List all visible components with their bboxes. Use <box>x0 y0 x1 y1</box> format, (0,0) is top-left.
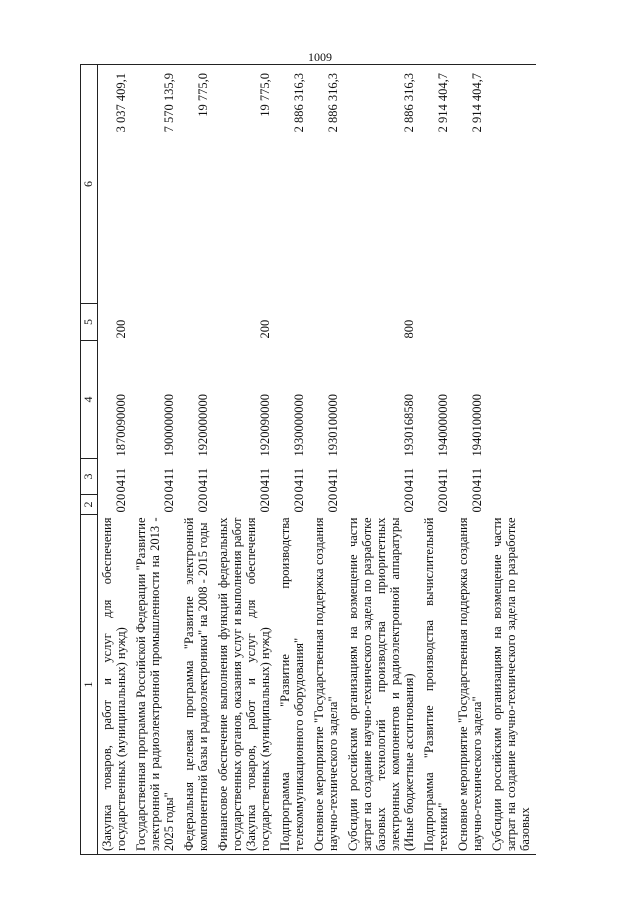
row-name: Государственная программа Российской Федерации "Развитие электронной и радиоэлектронной промышленности на 2013 - 2025 годы" <box>132 515 180 855</box>
row-rz: 0411 <box>114 467 128 493</box>
row-cs <box>488 341 536 459</box>
row-sum: 19 775,0 <box>214 65 276 304</box>
row-vr <box>488 304 536 341</box>
table-row <box>420 65 454 855</box>
table-row <box>310 65 344 855</box>
row-gr: 020 <box>258 493 272 513</box>
row-rz: 0411 <box>258 467 272 493</box>
row-rz: 0411 <box>436 467 450 493</box>
row-cs: 1920090000 <box>258 394 272 457</box>
row-sum: 7 570 135,9 <box>132 65 180 304</box>
table-row <box>180 65 214 855</box>
row-vr <box>132 304 180 341</box>
row-vr: 800 <box>402 319 416 339</box>
row-rz: 0411 <box>196 467 210 493</box>
row-name: Подпрограмма "Развитие производства телекоммуникационного оборудования" <box>276 515 310 855</box>
table-row <box>132 65 180 855</box>
row-cs: 1920000000 <box>196 394 210 457</box>
row-name: Федеральная целевая программа "Развитие электронной компонентной базы и радиоэлектроники" на 2008 - 2015 годы <box>180 515 214 855</box>
row-cs: 1870090000 <box>114 394 128 457</box>
row-vr <box>310 304 344 341</box>
row-gr: 020 <box>196 493 210 513</box>
table-row <box>488 65 536 855</box>
row-name: Подпрограмма "Развитие производства вычислительной техники" <box>420 515 454 855</box>
table-row <box>98 65 133 855</box>
row-sum: 3 037 409,1 <box>98 65 133 304</box>
row-vr <box>454 304 488 341</box>
table-row <box>214 65 276 855</box>
row-rz: 0411 <box>162 467 176 493</box>
header-col-2: 2 <box>81 495 98 515</box>
header-col-1: 1 <box>81 515 98 855</box>
row-gr: 020 <box>162 493 176 513</box>
table-row <box>344 65 420 855</box>
row-gr <box>488 495 536 515</box>
row-sum: 2 886 316,3 <box>344 65 420 304</box>
header-row <box>81 65 98 855</box>
row-rz: 0411 <box>470 467 484 493</box>
row-name: Основное мероприятие "Государственная поддержка создания научно-технического задела" <box>310 515 344 855</box>
row-rz: 0411 <box>326 467 340 493</box>
row-cs: 1930000000 <box>292 394 306 457</box>
budget-table-container <box>80 65 640 855</box>
row-sum: 2 914 404,7 <box>454 65 488 304</box>
row-name: Субсидии российским организациям на возмещение части затрат на создание научно-технического задела по разработке базовых технологий производства приоритетных электронных компонентов и радиоэлектронной аппаратуры (Иные бюджетные ассигнования) <box>344 515 420 855</box>
row-name: Основное мероприятие "Государственная поддержка создания научно-технического задела" <box>454 515 488 855</box>
header-col-4: 4 <box>81 341 98 459</box>
row-vr: 200 <box>114 319 128 339</box>
row-rz: 0411 <box>292 467 306 493</box>
table-row <box>276 65 310 855</box>
row-gr: 020 <box>436 493 450 513</box>
row-name: Финансовое обеспечение выполнения функций федеральных государственных органов, оказания услуг и выполнения работ (Закупка товаров, работ и услуг для обеспечения государственных (муниципальных) нужд) <box>214 515 276 855</box>
page-number: 1009 <box>308 50 332 64</box>
row-cs: 1930100000 <box>326 394 340 457</box>
header-col-5: 5 <box>81 304 98 341</box>
row-sum: 19 775,0 <box>180 65 214 304</box>
header-col-3: 3 <box>81 459 98 495</box>
row-cs: 1940000000 <box>436 394 450 457</box>
row-sum: 2 886 316,3 <box>276 65 310 304</box>
row-sum: 2 914 404,7 <box>420 65 454 304</box>
row-gr: 020 <box>326 493 340 513</box>
row-vr <box>180 304 214 341</box>
row-rz <box>488 459 536 495</box>
row-name: (Закупка товаров, работ и услуг для обеспечения государственных (муниципальных) нужд) <box>98 515 133 855</box>
row-sum <box>488 65 536 304</box>
row-gr: 020 <box>114 493 128 513</box>
row-gr: 020 <box>292 493 306 513</box>
row-name: Субсидии российским организациям на возмещение части затрат на создание научно-технического задела по разработке базовых <box>488 515 536 855</box>
row-cs: 1930168580 <box>402 394 416 457</box>
row-gr: 020 <box>402 493 416 513</box>
row-rz: 0411 <box>402 467 416 493</box>
row-cs: 1940100000 <box>470 394 484 457</box>
row-vr <box>420 304 454 341</box>
header-col-6: 6 <box>81 65 98 304</box>
row-vr <box>276 304 310 341</box>
row-gr: 020 <box>470 493 484 513</box>
row-vr: 200 <box>258 319 272 339</box>
row-cs: 1900000000 <box>162 394 176 457</box>
budget-table <box>80 64 536 855</box>
row-sum: 2 886 316,3 <box>310 65 344 304</box>
table-row <box>454 65 488 855</box>
